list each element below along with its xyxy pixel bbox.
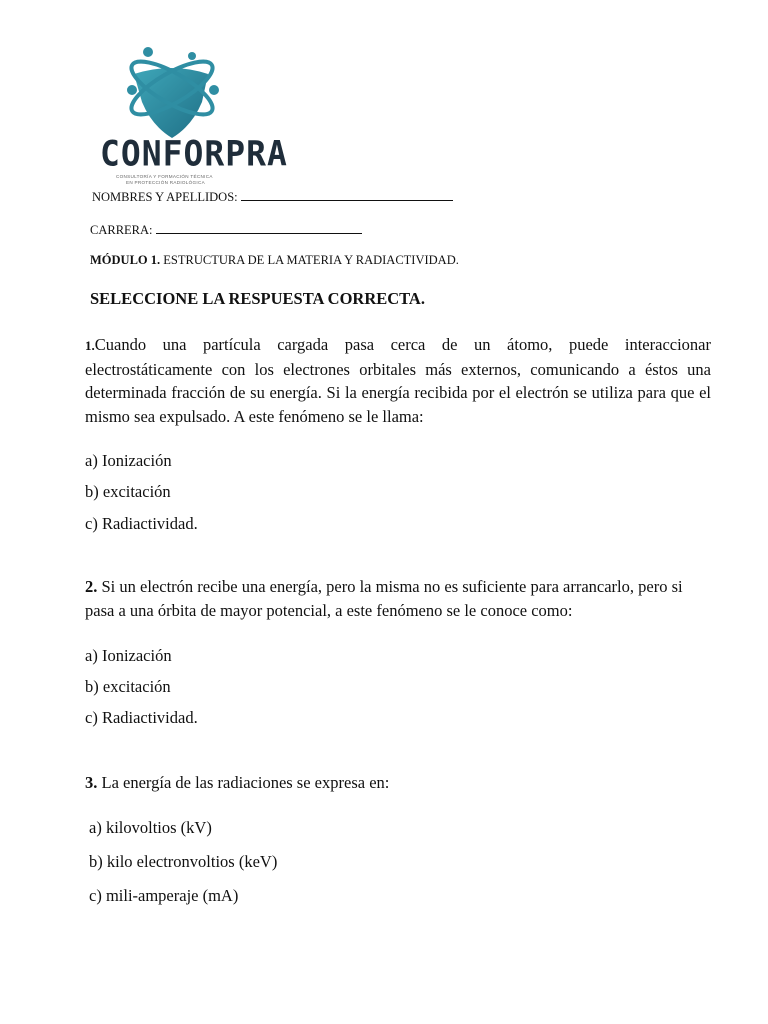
name-field [92, 188, 453, 205]
question-3-text: La energía de las radiaciones se expresa en: [97, 773, 390, 792]
q3-option-c[interactable]: c) mili-amperaje (mA) [89, 886, 239, 905]
q3-option-a[interactable]: a) kilovoltios (kV) [89, 818, 212, 837]
brand-tagline-2: EN PROTECCIÓN RADIOLÓGICA [126, 180, 205, 185]
career-label: CARRERA: [90, 223, 153, 237]
question-2 [85, 575, 711, 622]
brand-name: CONFORPRA [100, 133, 288, 174]
question-3 [85, 771, 711, 795]
q1-option-c[interactable]: c) Radiactividad. [85, 514, 198, 533]
module-number: MÓDULO 1. [90, 253, 161, 267]
module-title: ESTRUCTURA DE LA MATERIA Y RADIACTIVIDAD. [160, 253, 459, 267]
q2-option-b[interactable]: b) excitación [85, 677, 171, 696]
question-1-number: 1. [85, 338, 95, 353]
career-field [90, 221, 362, 238]
question-1-text: Cuando una partícula cargada pasa cerca de un átomo, puede interaccionar electrostáticamente con los electrones orbitales más externos, comunicando a éstos una determinada fracción de su energía. Si la energía recibida por el electrón se utiliza para que el mismo sea expulsado. A este fenómeno se le llama: [85, 335, 711, 426]
q1-option-b[interactable]: b) excitación [85, 482, 171, 501]
career-blank-line[interactable] [156, 221, 362, 234]
question-2-number: 2. [85, 577, 98, 596]
question-3-number: 3. [85, 773, 98, 792]
module-line [90, 253, 459, 268]
question-1 [85, 333, 711, 428]
question-2-text: Si un electrón recibe una energía, pero la misma no es suficiente para arrancarlo, pero si pasa a una órbita de mayor potencial, a este fenómeno se le conoce como: [85, 577, 683, 620]
name-label: NOMBRES Y APELLIDOS: [92, 190, 238, 204]
instructions-heading: SELECCIONE LA RESPUESTA CORRECTA. [90, 289, 425, 308]
name-blank-line[interactable] [241, 188, 453, 201]
q2-option-a[interactable]: a) Ionización [85, 646, 172, 665]
q2-option-c[interactable]: c) Radiactividad. [85, 708, 198, 727]
q1-option-a[interactable]: a) Ionización [85, 451, 172, 470]
q3-option-b[interactable]: b) kilo electronvoltios (keV) [89, 852, 278, 871]
brand-tagline-1: CONSULTORÍA Y FORMACIÓN TÉCNICA [116, 174, 213, 179]
